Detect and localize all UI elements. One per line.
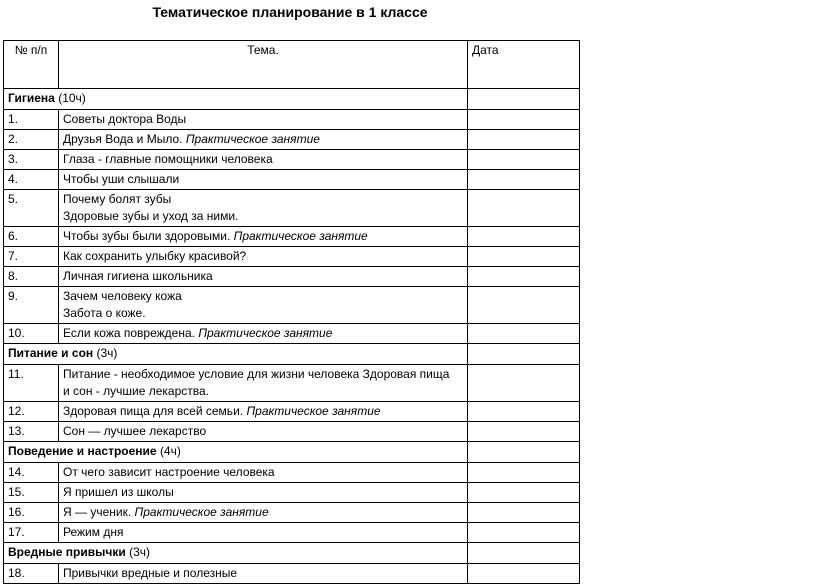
lesson-topic-text: Я — ученик. [63, 505, 132, 519]
lesson-topic-text: Питание - необходимое условие для жизни человека Здоровая пища [63, 367, 450, 381]
section-title [4, 543, 468, 564]
section-hours: (4ч) [159, 444, 181, 458]
lesson-topic [59, 402, 468, 422]
lesson-topic [59, 422, 468, 442]
lesson-date-cell [468, 227, 580, 247]
lesson-topic-text: и сон - лучшие лекарства. [63, 384, 210, 398]
lesson-date-cell [468, 523, 580, 543]
lesson-note: Практическое занятие [185, 132, 320, 146]
section-title [4, 442, 468, 463]
planning-table [3, 40, 580, 584]
lesson-topic-text: Чтобы уши слышали [63, 172, 180, 186]
lesson-date-cell [468, 267, 580, 287]
lesson-date-cell [468, 170, 580, 190]
lesson-topic [59, 150, 468, 170]
table-header-row [4, 41, 580, 89]
lesson-note: Практическое занятие [134, 505, 269, 519]
lesson-topic-text: Зачем человеку кожа [63, 289, 182, 303]
lesson-date-cell [468, 365, 580, 402]
lesson-number: 1. [4, 110, 59, 130]
section-title [4, 344, 468, 365]
table-row [4, 503, 580, 523]
lesson-number: 5. [4, 190, 59, 227]
lesson-date-cell [468, 402, 580, 422]
section-date-cell [468, 442, 580, 463]
table-row [4, 150, 580, 170]
section-date-cell [468, 543, 580, 564]
section-name: Поведение и настроение [8, 444, 157, 458]
section-title [4, 89, 468, 110]
lesson-topic-text: Как сохранить улыбку красивой? [63, 249, 247, 263]
lesson-note: Практическое занятие [198, 326, 333, 340]
table-row [4, 227, 580, 247]
lesson-topic-text: Если кожа повреждена. [63, 326, 195, 340]
lesson-topic-line [63, 171, 463, 188]
table-row [4, 402, 580, 422]
lesson-topic [59, 287, 468, 324]
lesson-topic-line [63, 366, 463, 383]
lesson-number: 11. [4, 365, 59, 402]
table-row [4, 287, 580, 324]
lesson-topic [59, 523, 468, 543]
lesson-date-cell [468, 324, 580, 344]
lesson-date-cell [468, 422, 580, 442]
lesson-topic [59, 227, 468, 247]
lesson-number: 3. [4, 150, 59, 170]
lesson-topic-text: Я пришел из школы [63, 485, 174, 499]
table-row [4, 422, 580, 442]
lesson-topic-text: Режим дня [63, 525, 124, 539]
table-row [4, 267, 580, 287]
lesson-note: Практическое занятие [233, 229, 368, 243]
table-row [4, 324, 580, 344]
lesson-date-cell [468, 503, 580, 523]
lesson-topic-text: Здоровые зубы и уход за ними. [63, 209, 239, 223]
section-row [4, 89, 580, 110]
lesson-topic-line [63, 305, 463, 322]
lesson-topic-line [63, 268, 463, 285]
section-name: Питание и сон [8, 346, 94, 360]
section-row [4, 543, 580, 564]
header-date: Дата [468, 41, 580, 89]
lesson-number: 9. [4, 287, 59, 324]
lesson-date-cell [468, 150, 580, 170]
lesson-topic-text: Личная гигиена школьника [63, 269, 213, 283]
lesson-topic-line [63, 383, 463, 400]
lesson-topic-text: Забота о коже. [63, 306, 146, 320]
lesson-topic [59, 483, 468, 503]
planning-table-body [4, 41, 580, 584]
lesson-number: 14. [4, 463, 59, 483]
lesson-number: 13. [4, 422, 59, 442]
lesson-topic-line [63, 565, 463, 582]
lesson-topic-line [63, 111, 463, 128]
lesson-topic [59, 365, 468, 402]
lesson-number: 18. [4, 564, 59, 584]
lesson-number: 10. [4, 324, 59, 344]
table-row [4, 365, 580, 402]
header-tema: Тема. [59, 41, 468, 89]
lesson-topic-line [63, 131, 463, 148]
lesson-date-cell [468, 130, 580, 150]
lesson-number: 2. [4, 130, 59, 150]
lesson-topic-text: Друзья Вода и Мыло. [63, 132, 183, 146]
table-row [4, 523, 580, 543]
lesson-topic-line [63, 504, 463, 521]
lesson-topic-text: Здоровая пища для всей семьи. [63, 404, 244, 418]
table-row [4, 130, 580, 150]
lesson-topic-text: Глаза - главные помощники человека [63, 152, 273, 166]
lesson-topic-line [63, 464, 463, 481]
lesson-date-cell [468, 287, 580, 324]
section-hours: (10ч) [58, 91, 86, 105]
lesson-topic [59, 190, 468, 227]
lesson-topic-line [63, 151, 463, 168]
section-hours: (3ч) [129, 545, 150, 559]
lesson-topic-text: Привычки вредные и полезные [63, 566, 238, 580]
lesson-number: 16. [4, 503, 59, 523]
lesson-topic-line [63, 423, 463, 440]
lesson-number: 12. [4, 402, 59, 422]
section-row [4, 442, 580, 463]
lesson-number: 6. [4, 227, 59, 247]
lesson-topic-line [63, 403, 463, 420]
lesson-topic-line [63, 191, 463, 208]
table-row [4, 483, 580, 503]
lesson-topic [59, 110, 468, 130]
lesson-topic-line [63, 228, 463, 245]
lesson-number: 7. [4, 247, 59, 267]
lesson-topic [59, 247, 468, 267]
page-title: Тематическое планирование в 1 классе [152, 4, 428, 20]
table-row [4, 110, 580, 130]
table-row [4, 190, 580, 227]
lesson-number: 17. [4, 523, 59, 543]
lesson-topic-line [63, 208, 463, 225]
lesson-date-cell [468, 247, 580, 267]
section-name: Вредные привычки [8, 545, 126, 559]
lesson-topic [59, 170, 468, 190]
lesson-date-cell [468, 190, 580, 227]
section-date-cell [468, 344, 580, 365]
lesson-date-cell [468, 463, 580, 483]
lesson-topic [59, 130, 468, 150]
lesson-topic [59, 267, 468, 287]
lesson-topic [59, 503, 468, 523]
lesson-topic-text: Чтобы зубы были здоровыми. [63, 229, 231, 243]
section-hours: (3ч) [96, 346, 118, 360]
lesson-number: 15. [4, 483, 59, 503]
lesson-number: 8. [4, 267, 59, 287]
lesson-topic-line [63, 288, 463, 305]
section-row [4, 344, 580, 365]
lesson-topic-line [63, 248, 463, 265]
lesson-topic-text: Советы доктора Воды [63, 112, 187, 126]
lesson-note: Практическое занятие [246, 404, 381, 418]
header-num: № п/п [4, 41, 59, 89]
table-row [4, 170, 580, 190]
lesson-topic-text: Сон — лучшее лекарство [63, 424, 207, 438]
lesson-topic-line [63, 484, 463, 501]
lesson-topic-text: От чего зависит настроение человека [63, 465, 275, 479]
table-row [4, 463, 580, 483]
lesson-topic-line [63, 325, 463, 342]
lesson-topic [59, 324, 468, 344]
table-row [4, 247, 580, 267]
lesson-date-cell [468, 110, 580, 130]
lesson-topic-line [63, 524, 463, 541]
lesson-number: 4. [4, 170, 59, 190]
lesson-date-cell [468, 483, 580, 503]
lesson-topic [59, 463, 468, 483]
section-date-cell [468, 89, 580, 110]
lesson-topic-text: Почему болят зубы [63, 192, 172, 206]
section-name: Гигиена [8, 91, 55, 105]
